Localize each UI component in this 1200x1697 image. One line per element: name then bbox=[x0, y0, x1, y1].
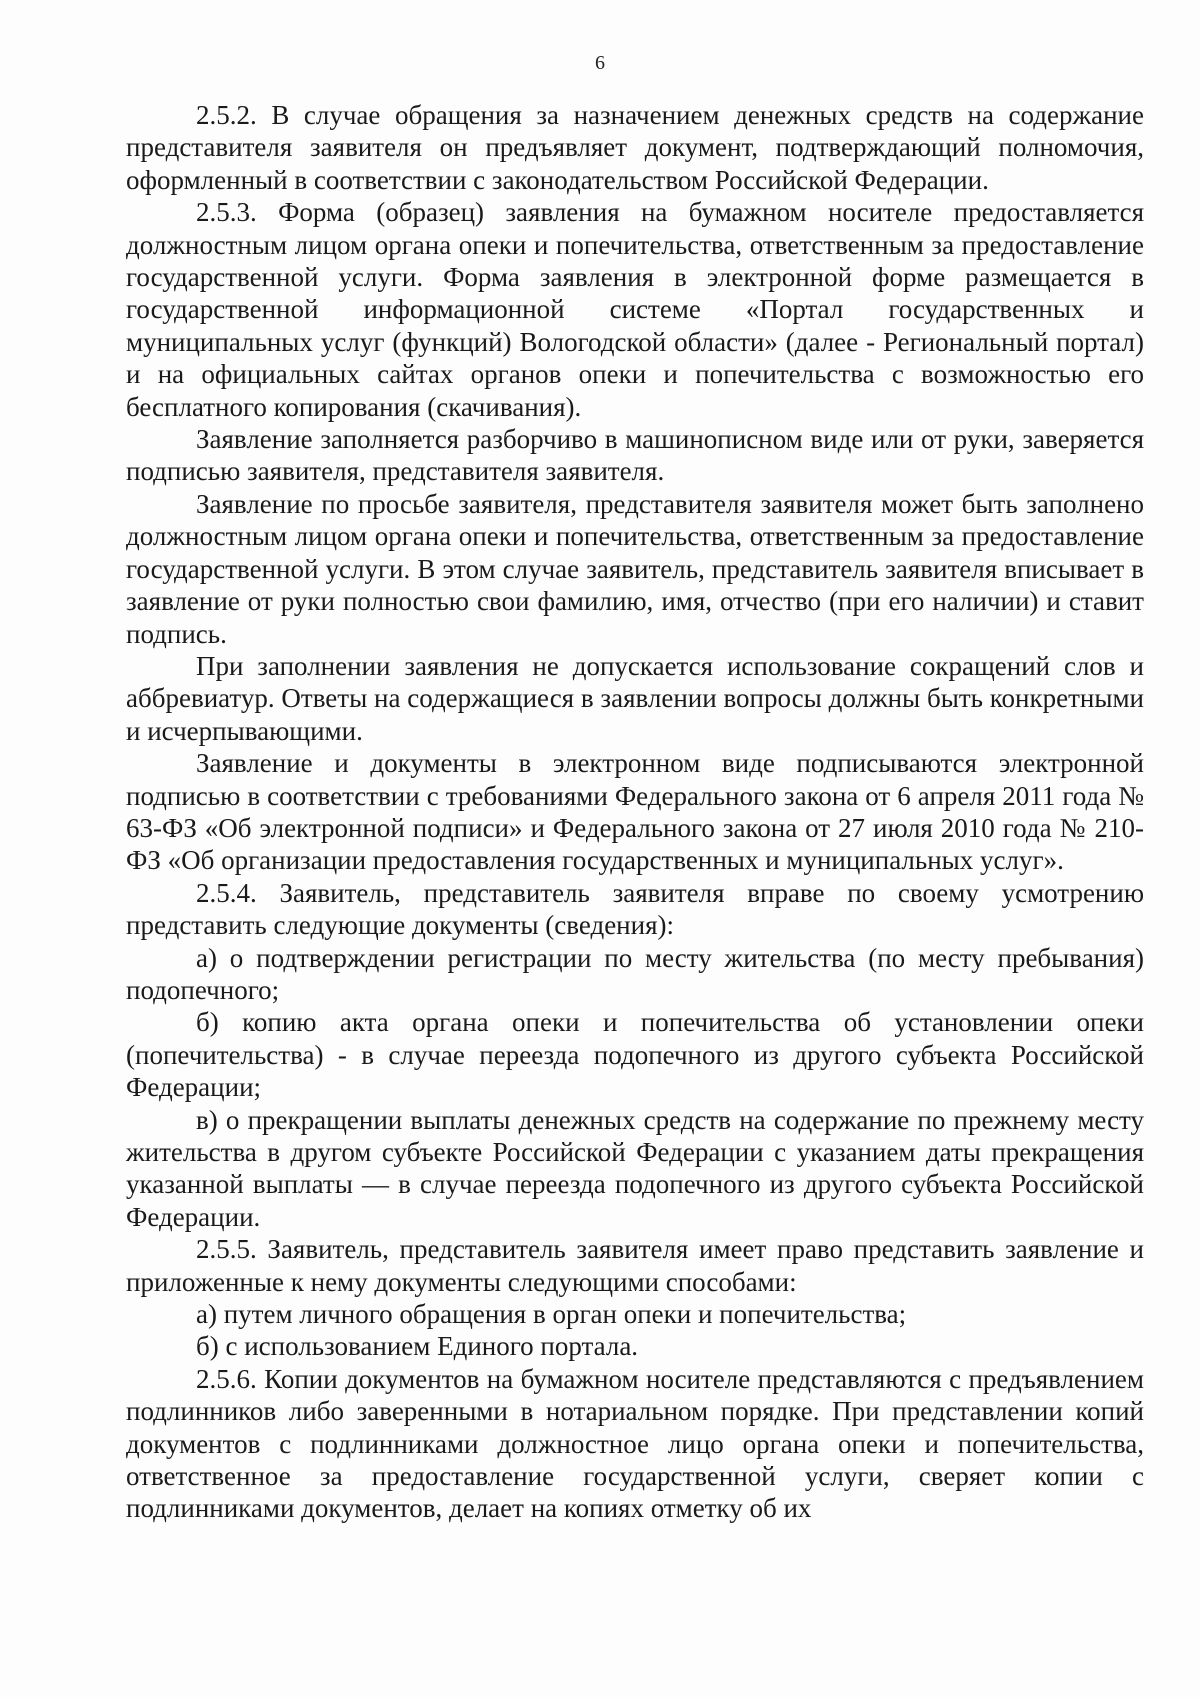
paragraph-2-5-4: 2.5.4. Заявитель, представитель заявителя вправе по своему усмотрению представить следующие документы (сведения): bbox=[126, 877, 1144, 941]
list-item-b-guardianship-act: б) копию акта органа опеки и попечительства об установлении опеки (попечительства) - в случае переезда подопечного из другого субъекта Российской Федерации; bbox=[126, 1007, 1144, 1103]
paragraph-filling-by-official: Заявление по просьбе заявителя, представителя заявителя может быть заполнено должностным лицом органа опеки и попечительства, ответственным за предоставление государственной услуги. В этом случае заявитель, представитель заявителя вписывает в заявление от руки полностью свои фамилию, имя, отчество (при его наличии) и ставит подпись. bbox=[126, 488, 1144, 649]
paragraph-2-5-6: 2.5.6. Копии документов на бумажном носителе представляются с предъявлением подлинников либо заверенными в нотариальном порядке. При представлении копий документов с подлинниками должностное лицо органа опеки и попечительства, ответственное за предоставление государственной услуги, сверяет копии с подлинниками документов, делает на копиях отметку об их bbox=[126, 1363, 1144, 1524]
paragraph-2-5-3: 2.5.3. Форма (образец) заявления на бумажном носителе предоставляется должностным лицом органа опеки и попечительства, ответственным за предоставление государственной услуги. Форма заявления в электронной форме размещается в государственной информационной системе «Портал государственных и муниципальных услуг (функций) Вологодской области» (далее - Региональный портал) и на официальных сайтах органов опеки и попечительства с возможностью его бесплатного копирования (скачивания). bbox=[126, 197, 1144, 422]
document-text bbox=[126, 99, 1144, 1525]
paragraph-no-abbreviations: При заполнении заявления не допускается использование сокращений слов и аббревиатур. Ответы на содержащиеся в заявлении вопросы должны быть конкретными и исчерпывающими. bbox=[126, 650, 1144, 746]
list-item-a-registration: а) о подтверждении регистрации по месту жительства (по месту пребывания) подопечного; bbox=[126, 942, 1144, 1005]
paragraph-filling-method: Заявление заполняется разборчиво в машинописном виде или от руки, заверяется подписью заявителя, представителя заявителя. bbox=[126, 424, 1144, 487]
list-item-v-payment-termination: в) о прекращении выплаты денежных средств на содержание по прежнему месту жительства в другом субъекте Российской Федерации с указанием даты прекращения указанной выплаты — в случае переезда подопечного из другого субъекта Российской Федерации. bbox=[126, 1104, 1144, 1232]
paragraph-2-5-2: 2.5.2. В случае обращения за назначением денежных средств на содержание представителя заявителя он предъявляет документ, подтверждающий полномочия, оформленный в соответствии с законодательством Российской Федерации. bbox=[126, 100, 1144, 195]
list-item-a-personal-visit: а) путем личного обращения в орган опеки и попечительства; bbox=[196, 1299, 907, 1330]
paragraph-electronic-signature: Заявление и документы в электронном виде подписываются электронной подписью в соответствии с требованиями Федерального закона от 6 апреля 2011 года № 63-ФЗ «Об электронной подписи» и Федерального закона от 27 июля 2010 года № 210-ФЗ «Об организации предоставления государственных и муниципальных услуг». bbox=[126, 748, 1144, 876]
list-item-b-unified-portal: б) с использованием Единого портала. bbox=[196, 1331, 639, 1362]
paragraph-2-5-5: 2.5.5. Заявитель, представитель заявителя имеет право представить заявление и приложенные к нему документы следующими способами: bbox=[126, 1234, 1144, 1297]
page-number: 6 bbox=[595, 52, 605, 74]
